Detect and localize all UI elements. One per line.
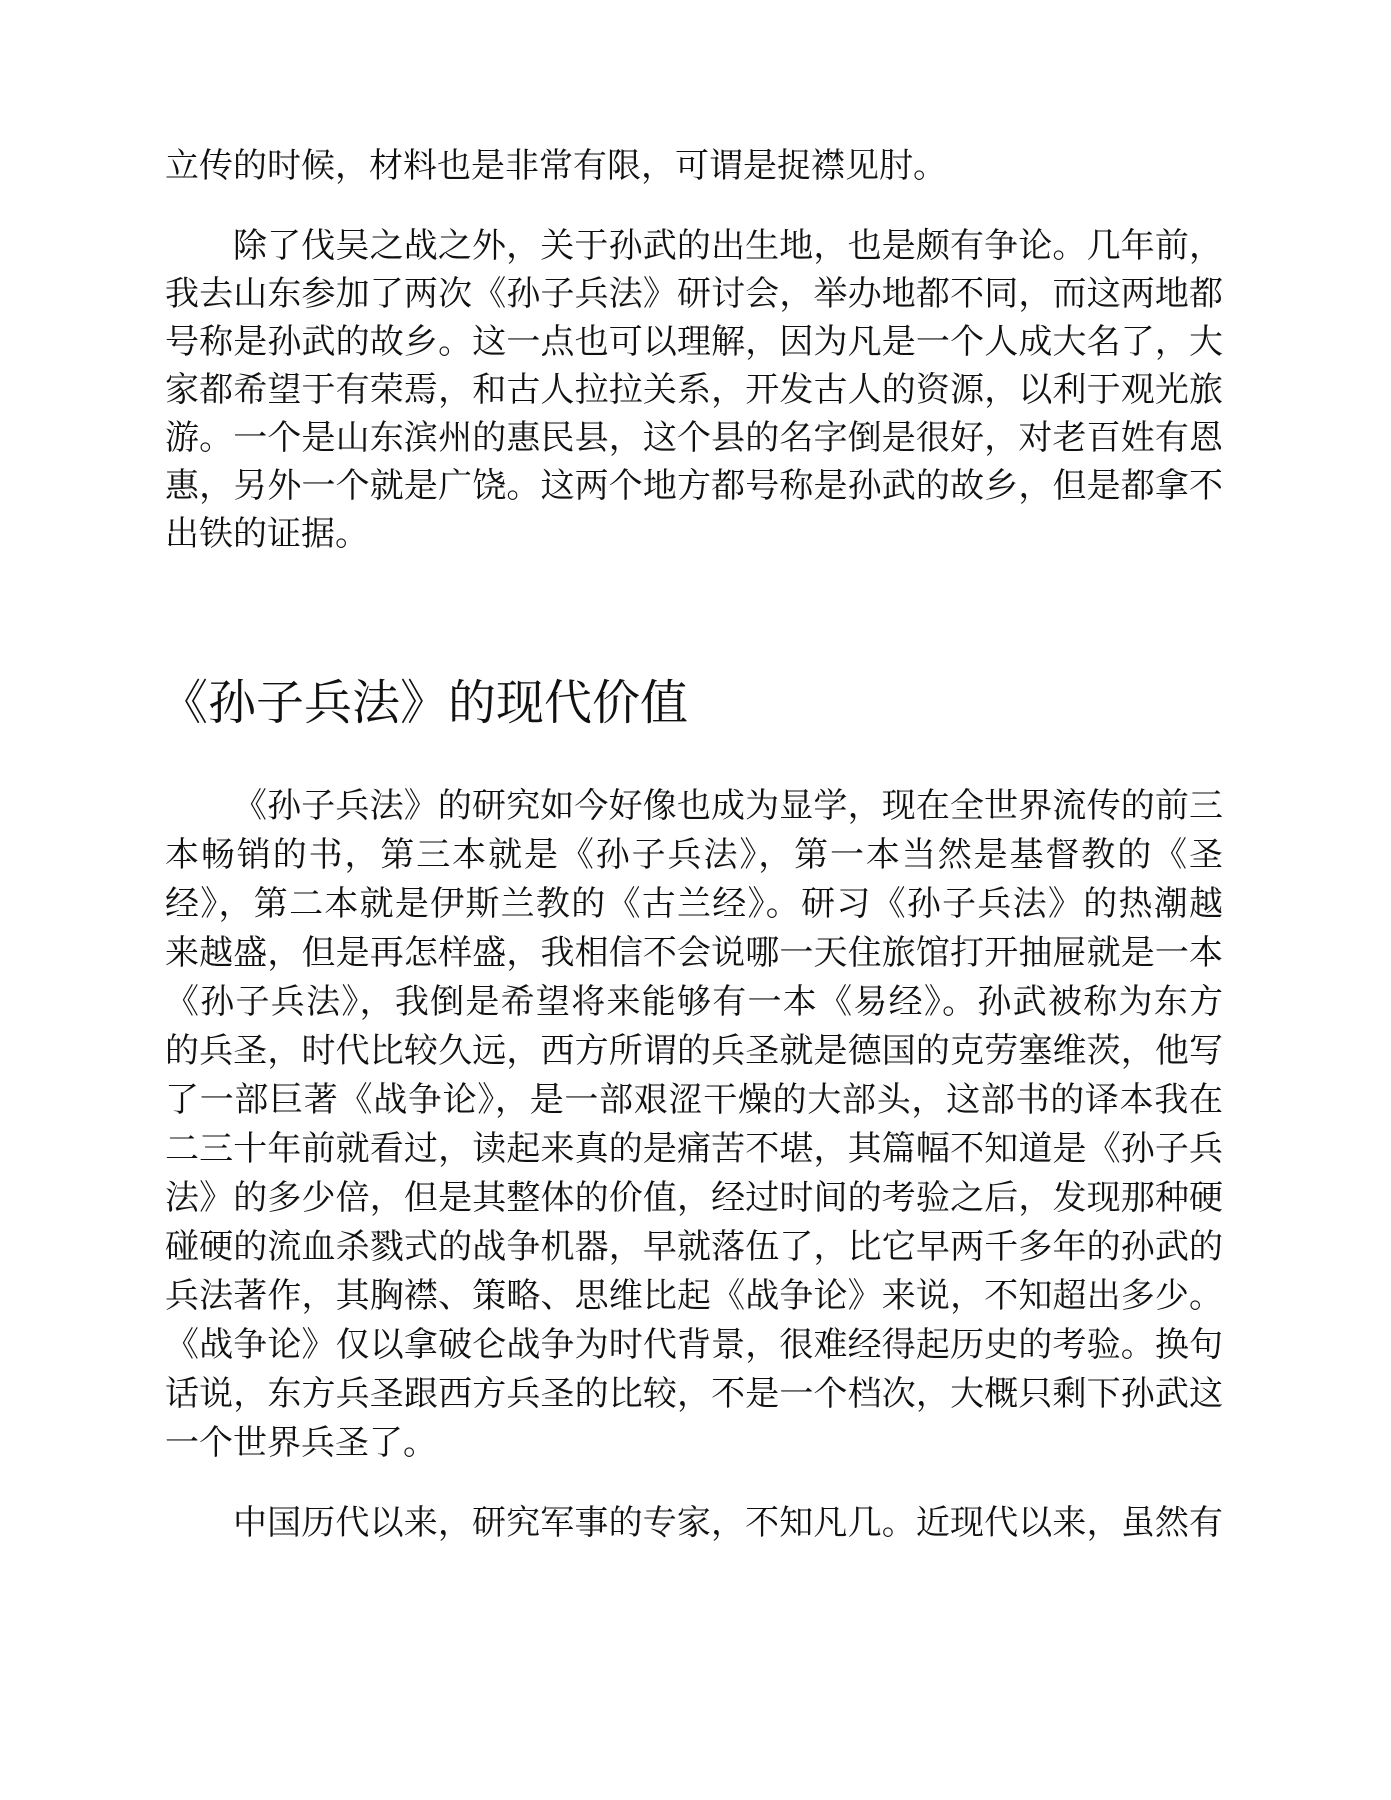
paragraph-line: 立传的时候，材料也是非常有限，可谓是捉襟见肘。 xyxy=(165,146,947,186)
paragraph-line: 《孙子兵法》，我倒是希望将来能够有一本《易经》。孙武被称为东方 xyxy=(165,982,1223,1022)
paragraph-line: 经》，第二本就是伊斯兰教的《古兰经》。研习《孙子兵法》的热潮越 xyxy=(165,884,1223,924)
paragraph-line: 碰硬的流血杀戮式的战争机器，早就落伍了，比它早两千多年的孙武的 xyxy=(165,1227,1223,1267)
paragraph-line: 游。一个是山东滨州的惠民县，这个县的名字倒是很好，对老百姓有恩 xyxy=(165,418,1223,458)
section-heading: 《孙子兵法》的现代价值 xyxy=(160,675,689,731)
paragraph-line: 本畅销的书，第三本就是《孙子兵法》，第一本当然是基督教的《圣 xyxy=(165,835,1223,875)
paragraph-line: 二三十年前就看过，读起来真的是痛苦不堪，其篇幅不知道是《孙子兵 xyxy=(165,1129,1223,1169)
paragraph-line: 中国历代以来，研究军事的专家，不知凡几。近现代以来，虽然有 xyxy=(233,1503,1223,1543)
paragraph-line: 一个世界兵圣了。 xyxy=(165,1423,437,1463)
paragraph-line: 的兵圣，时代比较久远，西方所谓的兵圣就是德国的克劳塞维茨，他写 xyxy=(165,1031,1223,1071)
paragraph-line: 家都希望于有荣焉，和古人拉拉关系，开发古人的资源，以利于观光旅 xyxy=(165,370,1223,410)
paragraph-line: 《战争论》仅以拿破仑战争为时代背景，很难经得起历史的考验。换句 xyxy=(165,1325,1223,1365)
paragraph-line: 除了伐吴之战之外，关于孙武的出生地，也是颇有争论。几年前， xyxy=(233,226,1223,266)
paragraph-line: 来越盛，但是再怎样盛，我相信不会说哪一天住旅馆打开抽屉就是一本 xyxy=(165,933,1223,973)
paragraph-line: 法》的多少倍，但是其整体的价值，经过时间的考验之后，发现那种硬 xyxy=(165,1178,1223,1218)
paragraph-line: 话说，东方兵圣跟西方兵圣的比较，不是一个档次，大概只剩下孙武这 xyxy=(165,1374,1223,1414)
paragraph-line: 了一部巨著《战争论》，是一部艰涩干燥的大部头，这部书的译本我在 xyxy=(165,1080,1223,1120)
paragraph-line: 兵法著作，其胸襟、策略、思维比起《战争论》来说，不知超出多少。 xyxy=(165,1276,1223,1316)
paragraph-line: 《孙子兵法》的研究如今好像也成为显学，现在全世界流传的前三 xyxy=(233,786,1223,826)
paragraph-line: 出铁的证据。 xyxy=(165,514,369,554)
paragraph-line: 号称是孙武的故乡。这一点也可以理解，因为凡是一个人成大名了，大 xyxy=(165,322,1223,362)
paragraph-line: 我去山东参加了两次《孙子兵法》研讨会，举办地都不同，而这两地都 xyxy=(165,274,1223,314)
paragraph-line: 惠，另外一个就是广饶。这两个地方都号称是孙武的故乡，但是都拿不 xyxy=(165,466,1223,506)
